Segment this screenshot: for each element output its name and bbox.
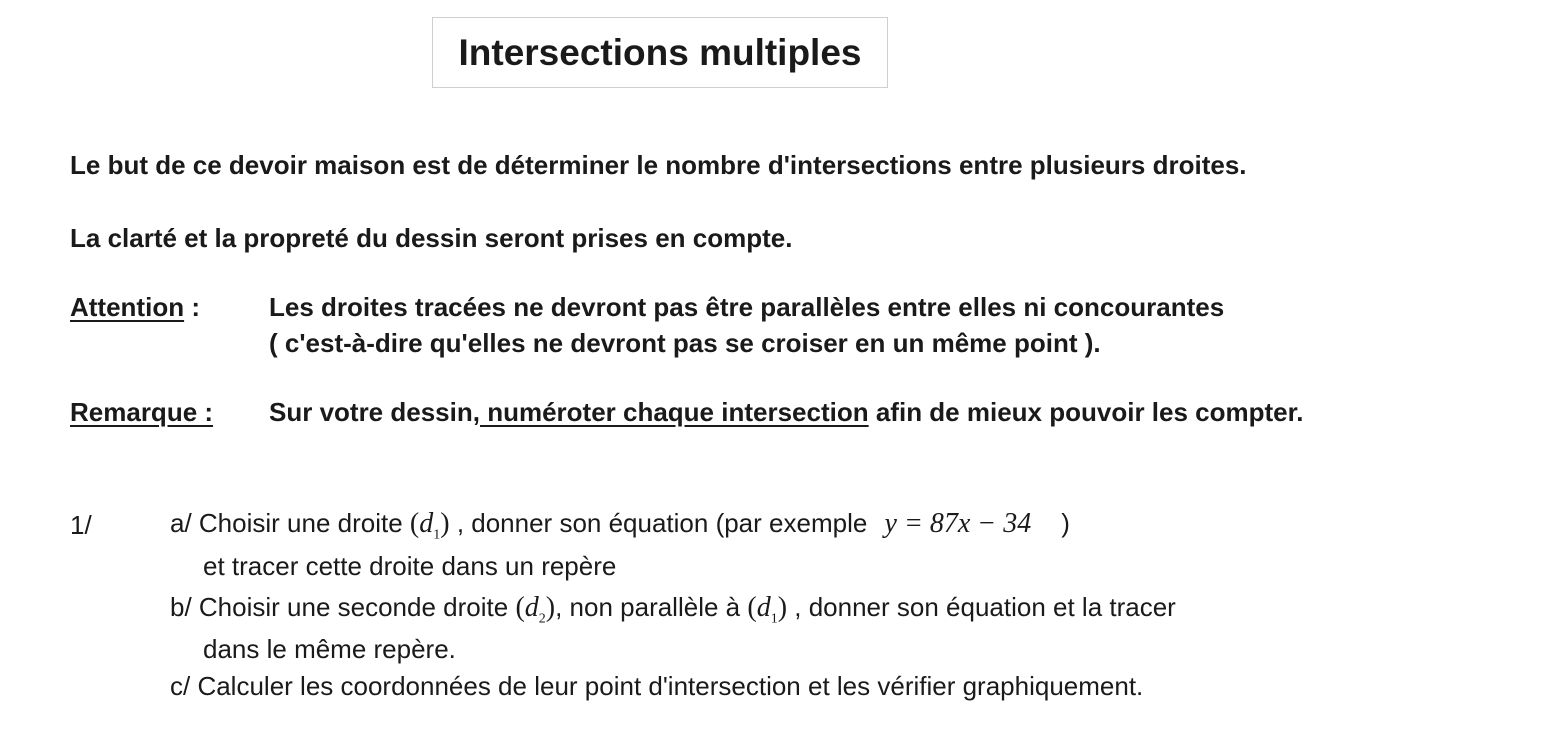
question-b-line-2: dans le même repère. <box>203 634 456 664</box>
d1-symbol: $(d_1)$ <box>409 508 450 543</box>
attention-label: Attention <box>70 292 185 322</box>
attention-colon: : <box>184 292 200 322</box>
question-c-line: c/ Calculer les coordonnées de leur point d'intersection et les vérifier graphiquement. <box>170 671 1144 701</box>
remarque-post: afin de mieux pouvoir les compter. <box>868 397 1304 427</box>
intro-line-1: Le but de ce devoir maison est de déterminer le nombre d'intersections entre plusieurs droites. <box>70 150 1247 180</box>
attention-line-2: ( c'est-à-dire qu'elles ne devront pas se croiser en un même point ). <box>269 328 1101 358</box>
question-a-line-2: et tracer cette droite dans un repère <box>203 551 617 581</box>
question-number: 1/ <box>70 510 92 540</box>
question-b-pre: b/ Choisir une seconde droite <box>170 592 509 622</box>
question-a-line-1 <box>170 508 1070 544</box>
question-a-pre: a/ Choisir une droite <box>170 508 403 538</box>
question-b-line-1 <box>170 592 1176 628</box>
title-box <box>432 17 888 88</box>
question-b-mid: , non parallèle à <box>555 592 741 622</box>
remarque-pre: Sur votre dessin, <box>269 397 480 427</box>
remarque-text <box>269 397 1304 428</box>
question-a-close: ) <box>1061 508 1070 538</box>
question-a-mid: , donner son équation (par exemple <box>456 508 868 538</box>
question-b-post: , donner son équation et la tracer <box>794 592 1176 622</box>
intro-line-2: La clarté et la propreté du dessin seront prises en compte. <box>70 223 793 253</box>
d2-symbol: $(d_2)$ <box>515 592 556 627</box>
attention-line-1: Les droites tracées ne devront pas être parallèles entre elles ni concourantes <box>269 292 1225 322</box>
example-equation: y = 87x − 34 <box>884 508 1032 539</box>
remarque-underlined: numéroter chaque intersection <box>479 397 869 427</box>
attention-label-wrap <box>70 292 200 323</box>
remarque-label: Remarque : <box>70 397 214 427</box>
d1-symbol-ref: $(d_1)$ <box>747 592 788 627</box>
page-title: Intersections multiples <box>458 31 862 73</box>
